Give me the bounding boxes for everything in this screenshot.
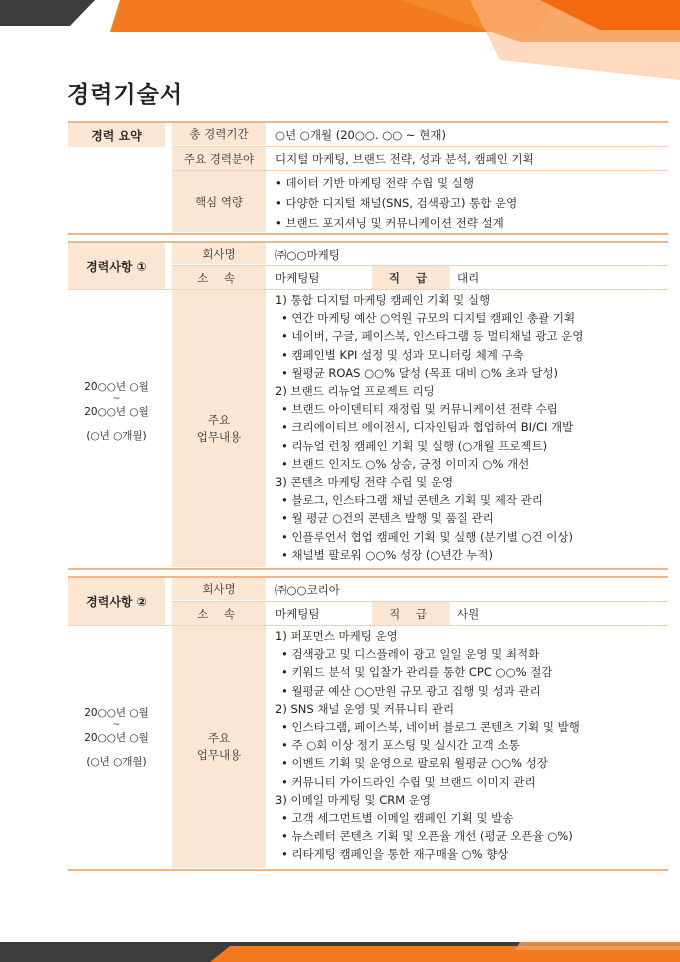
career1-company: ㈜○○마케팅	[275, 248, 340, 262]
duty-item: • 네이버, 구글, 페이스북, 인스타그램 등 멀티채널 광고 운영	[281, 329, 584, 344]
duty-item: • 브랜드 아이덴티티 재정립 및 커뮤니케이션 전략 수립	[281, 402, 558, 417]
career2-rank: 사원	[457, 607, 480, 621]
career2-label: 경력사항 ②	[68, 578, 165, 625]
duty-item: • 검색광고 및 디스플레이 광고 일일 운영 및 최적화	[281, 647, 540, 662]
career1-rank-label: 직 급	[372, 266, 450, 289]
summary-label: 경력 요약	[68, 123, 165, 147]
career2-company-label: 회사명	[172, 578, 266, 600]
duty-item: • 리타게팅 캠페인을 통한 재구매율 ○% 향상	[281, 847, 509, 862]
duty-item: • 월 평균 ○건의 콘텐츠 발행 및 품질 관리	[281, 511, 494, 526]
career2-duties-label: 주요 업무내용	[172, 626, 266, 868]
duty-item: • 뉴스레터 콘텐츠 기획 및 오픈율 개선 (평균 오픈율 ○%)	[281, 829, 573, 844]
career1-dept-label: 소 속	[172, 266, 266, 289]
duty-item: • 월평균 ROAS ○○% 달성 (목표 대비 ○% 초과 달성)	[281, 365, 559, 380]
career1-period: 20○○년 ○월 ~ 20○○년 ○월 (○년 ○개월)	[84, 381, 149, 442]
competency-item: • 데이터 기반 마케팅 전략 수립 및 실행	[275, 176, 475, 190]
summary-competency-label: 핵심 역량	[172, 171, 266, 232]
duty-item: • 이벤트 기획 및 운영으로 팔로워 월평균 ○○% 성장	[281, 756, 548, 771]
duty-item: • 크리에이티브 에이전시, 디자인팀과 협업하여 BI/CI 개발	[281, 420, 574, 435]
career1-rank: 대리	[457, 271, 480, 285]
duty-item: 2) SNS 채널 운영 및 커뮤니티 관리	[275, 701, 455, 716]
duty-item: 3) 콘텐츠 마케팅 전략 수립 및 운영	[275, 475, 454, 490]
summary-field-value: 디지털 마케팅, 브랜드 전략, 성과 분석, 캠페인 기획	[275, 152, 534, 166]
career2-duties-list	[275, 627, 580, 864]
career1-label: 경력사항 ①	[68, 243, 165, 289]
career2-dept: 마케팅팀	[275, 607, 320, 621]
duty-item: • 고객 세그먼트별 이메일 캠페인 기획 및 발송	[281, 811, 514, 826]
summary-competency-list	[275, 173, 517, 233]
summary-total-value: ○년 ○개월 (20○○. ○○ ~ 현재)	[275, 128, 446, 142]
duty-item: • 커뮤니티 가이드라인 수립 및 브랜드 이미지 관리	[281, 774, 536, 789]
footer-decoration	[0, 932, 680, 962]
header-decoration	[0, 0, 680, 80]
career2-dept-label: 소 속	[172, 602, 266, 625]
duty-item: • 주 ○회 이상 정기 포스팅 및 실시간 고객 소통	[281, 738, 520, 753]
duty-item: • 키워드 분석 및 입찰가 관리를 통한 CPC ○○% 절감	[281, 665, 553, 680]
duty-item: • 채널별 팔로워 ○○% 성장 (○년간 누적)	[281, 547, 494, 562]
career2-rank-label: 직 급	[372, 602, 450, 625]
page-title: 경력기술서	[67, 82, 184, 108]
duty-item: • 캠페인별 KPI 설정 및 성과 모니터링 체계 구축	[281, 347, 524, 362]
summary-total-label: 총 경력기간	[172, 123, 266, 145]
duty-item: • 블로그, 인스타그램 채널 콘텐츠 기획 및 제작 관리	[281, 493, 543, 508]
summary-field-label: 주요 경력분야	[172, 147, 266, 170]
duty-item: 1) 퍼포먼스 마케팅 운영	[275, 629, 398, 643]
career1-duties-label: 주요 업무내용	[172, 290, 266, 567]
competency-item: • 브랜드 포지셔닝 및 커뮤니케이션 전략 설계	[275, 216, 504, 230]
career1-dept: 마케팅팀	[275, 271, 320, 285]
duty-item: • 리뉴얼 런칭 캠페인 기획 및 실행 (○개월 프로젝트)	[281, 438, 548, 453]
duty-item: 2) 브랜드 리뉴얼 프로젝트 리딩	[275, 384, 435, 399]
duty-item: 3) 이메일 마케팅 및 CRM 운영	[275, 792, 432, 807]
duty-item: • 연간 마케팅 예산 ○억원 규모의 디지털 캠페인 총괄 기획	[281, 311, 576, 326]
duty-item: • 월평균 예산 ○○만원 규모 광고 집행 및 성과 관리	[281, 683, 541, 698]
career2-company: ㈜○○코리아	[275, 583, 340, 597]
competency-item: • 다양한 디지털 채널(SNS, 검색광고) 통합 운영	[275, 196, 518, 210]
duty-item: • 인스타그램, 페이스북, 네이버 블로그 콘텐츠 기획 및 발행	[281, 720, 580, 735]
duty-item: 1) 통합 디지털 마케팅 캠페인 기획 및 실행	[275, 293, 491, 307]
career2-period: 20○○년 ○월 ~ 20○○년 ○월 (○년 ○개월)	[84, 707, 149, 768]
career1-company-label: 회사명	[172, 243, 266, 264]
career1-duties-list	[275, 291, 584, 564]
duty-item: • 브랜드 인지도 ○% 상승, 긍정 이미지 ○% 개선	[281, 456, 530, 471]
duty-item: • 인플루언서 협업 캠페인 기획 및 실행 (분기별 ○건 이상)	[281, 529, 573, 544]
